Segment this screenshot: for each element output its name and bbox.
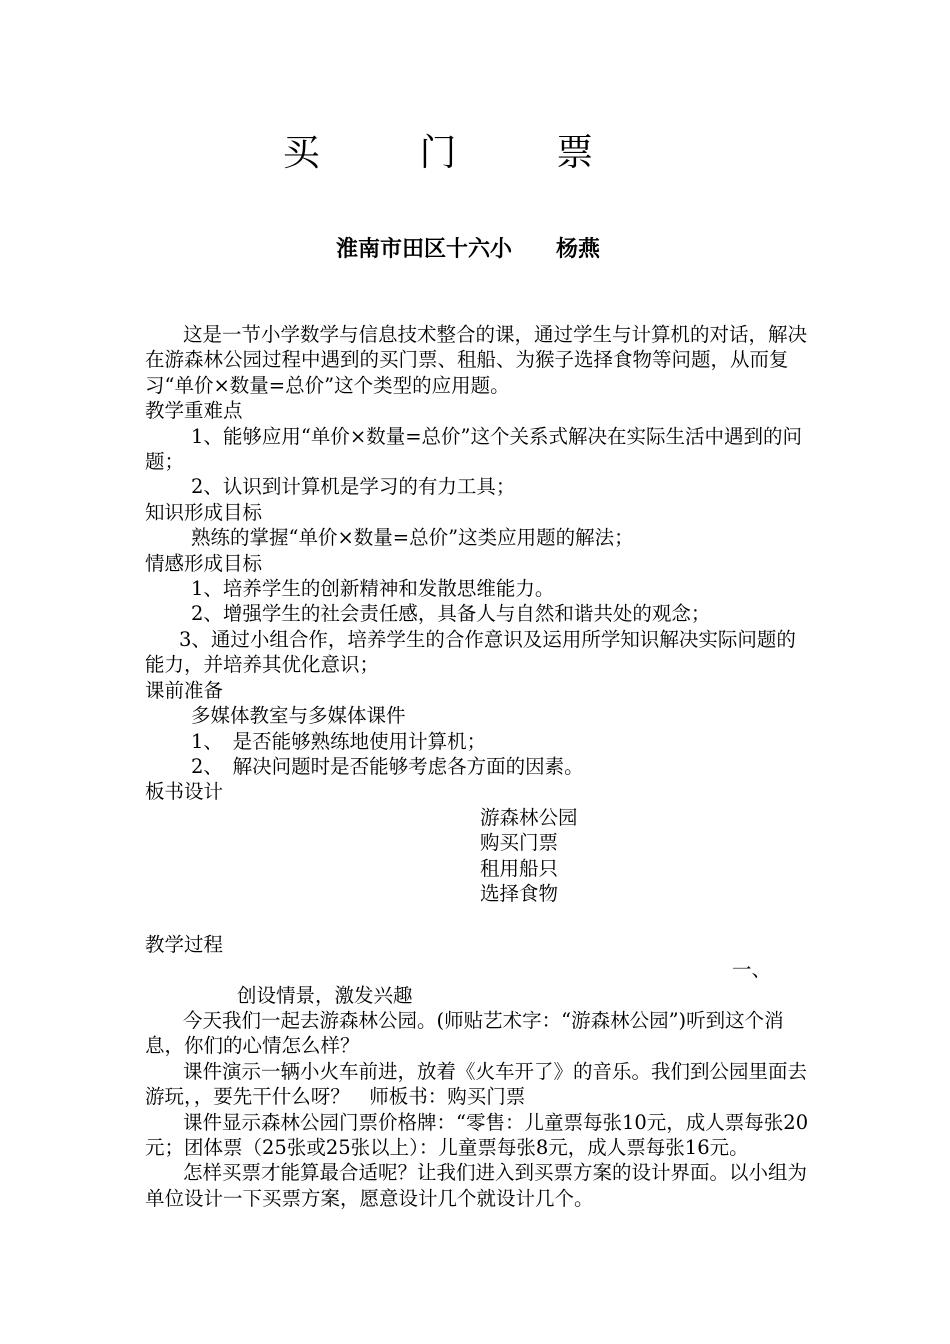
emotion-heading: 情感形成目标 (145, 551, 263, 575)
emotion-item: 2、增强学生的社会责任感，具备人与自然和谐共处的观念； (191, 602, 711, 626)
prep-heading: 课前准备 (145, 678, 224, 702)
key-point-item: 2、认识到计算机是学习的有力工具； (191, 475, 516, 499)
board-item: 选择食物 (480, 881, 559, 905)
process-paragraph: 今天我们一起去游森林公园。(师贴艺术字：“游森林公园”)听到这个消息，你们的心情怎么样？ (145, 1008, 784, 1058)
knowledge-item: 熟练的掌握“单价×数量=总价”这类应用题的解法； (191, 526, 634, 550)
document-body (145, 322, 813, 1211)
board-heading: 板书设计 (145, 780, 224, 804)
author-line (0, 232, 936, 263)
prep-item: 1、 是否能够熟练地使用计算机； (191, 729, 487, 753)
author-name: 杨燕 (556, 237, 601, 262)
board-item: 租用船只 (480, 856, 559, 880)
board-item: 游森林公园 (480, 805, 578, 829)
key-points-heading: 教学重难点 (145, 399, 243, 423)
process-step-title: 创设情景，激发兴趣 (237, 983, 413, 1007)
emotion-item: 1、培养学生的创新精神和发散思维能力。 (191, 577, 555, 601)
prep-item: 多媒体教室与多媒体课件 (191, 704, 406, 728)
process-paragraph: 课件显示森林公园门票价格牌：“零售：儿童票每张10元，成人票每张20元；团体票（25张或25张以上）：儿童票每张8元，成人票每张16元。 (145, 1110, 809, 1159)
process-paragraph: 怎样买票才能算最合适呢？让我们进入到买票方案的设计界面。以小组为单位设计一下买票方案，愿意设计几个就设计几个。 (145, 1161, 808, 1210)
author-school: 淮南市田区十六小 (335, 237, 512, 262)
intro-paragraph: 这是一节小学数学与信息技术整合的课，通过学生与计算机的对话，解决在游森林公园过程中遇到的买门票、租船、为猴子选择食物等问题，从而复习“单价×数量=总价”这个类型的应用题。 (145, 323, 808, 397)
prep-item: 2、 解决问题时是否能够考虑各方面的因素。 (191, 754, 584, 778)
key-point-item: 1、能够应用“单价×数量=总价”这个关系式解决在实际生活中遇到的问题； (145, 424, 803, 474)
process-paragraph: 课件演示一辆小火车前进，放着《火车开了》的音乐。我们到公园里面去游玩，，要先干什么呀？ 师板书：购买门票 (145, 1059, 808, 1109)
knowledge-heading: 知识形成目标 (145, 500, 263, 524)
board-item: 购买门票 (480, 831, 559, 855)
emotion-item: 3、通过小组合作，培养学生的合作意识及运用所学知识解决实际问题的能力，并培养其优化意识； (145, 627, 796, 677)
process-step-number: 一、 (731, 958, 771, 982)
process-heading: 教学过程 (145, 932, 224, 956)
document-title: 买 门 票 (282, 131, 638, 174)
